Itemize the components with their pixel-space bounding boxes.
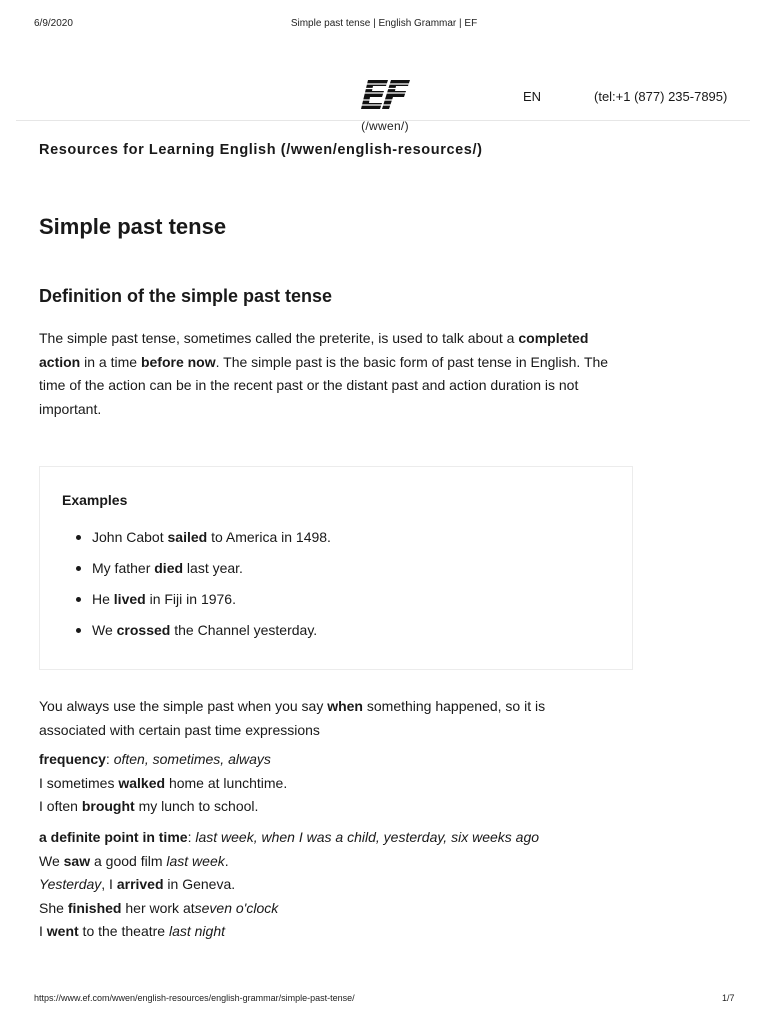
breadcrumb-link[interactable]: Resources for Learning English (/wwen/english-resources/)	[39, 142, 483, 158]
logo-url-text[interactable]: (/wwen/)	[361, 119, 409, 133]
footer-page-number: 1/7	[722, 993, 735, 1003]
list-item: He lived in Fiji in 1976.	[40, 586, 331, 617]
example-line: I sometimes walked home at lunchtime.	[39, 774, 288, 791]
logo-link[interactable]	[355, 78, 415, 133]
list-item: John Cabot sailed to America in 1498.	[40, 524, 331, 555]
footer-url: https://www.ef.com/wwen/english-resources/english-grammar/simple-past-tense/	[34, 993, 355, 1003]
definite-point-heading: a definite point in time: last week, when I was a child, yesterday, six weeks ago	[39, 829, 540, 845]
phone-link[interactable]: (tel:+1 (877) 235-7895)	[594, 89, 728, 104]
example-line: I often brought my lunch to school.	[39, 798, 259, 814]
page-title: Simple past tense	[39, 214, 227, 239]
example-line: We saw a good film last week.	[39, 852, 229, 869]
print-page-title: Simple past tense | English Grammar | EF	[290, 18, 478, 29]
examples-list	[40, 524, 331, 648]
intro-paragraph: The simple past tense, sometimes called the preterite, is used to talk about a completed action in a time before now. The simple past is the basic form of past tense in English. The time of the action can be in the recent past or the distant past and action duration is not important.	[39, 330, 609, 417]
definite-point-block	[39, 826, 539, 944]
print-date: 6/9/2020	[34, 18, 73, 29]
example-line: I went to the theatre last night	[39, 923, 226, 939]
language-selector[interactable]: EN	[523, 89, 542, 104]
frequency-heading: frequency: often, sometimes, always	[39, 751, 271, 767]
example-line: Yesterday, I arrived in Geneva.	[39, 876, 236, 892]
section-title: Definition of the simple past tense	[39, 286, 333, 306]
examples-title: Examples	[62, 492, 128, 508]
example-line: She finished her work atseven o'clock	[39, 899, 279, 916]
list-item: We crossed the Channel yesterday.	[40, 617, 331, 648]
ef-logo-icon	[358, 78, 412, 112]
list-item: My father died last year.	[40, 555, 331, 586]
frequency-block	[39, 748, 287, 819]
header-divider	[16, 120, 750, 121]
examples-box	[39, 466, 633, 670]
usage-paragraph: You always use the simple past when you say when something happened, so it is associated with certain past time expressions	[39, 698, 546, 738]
